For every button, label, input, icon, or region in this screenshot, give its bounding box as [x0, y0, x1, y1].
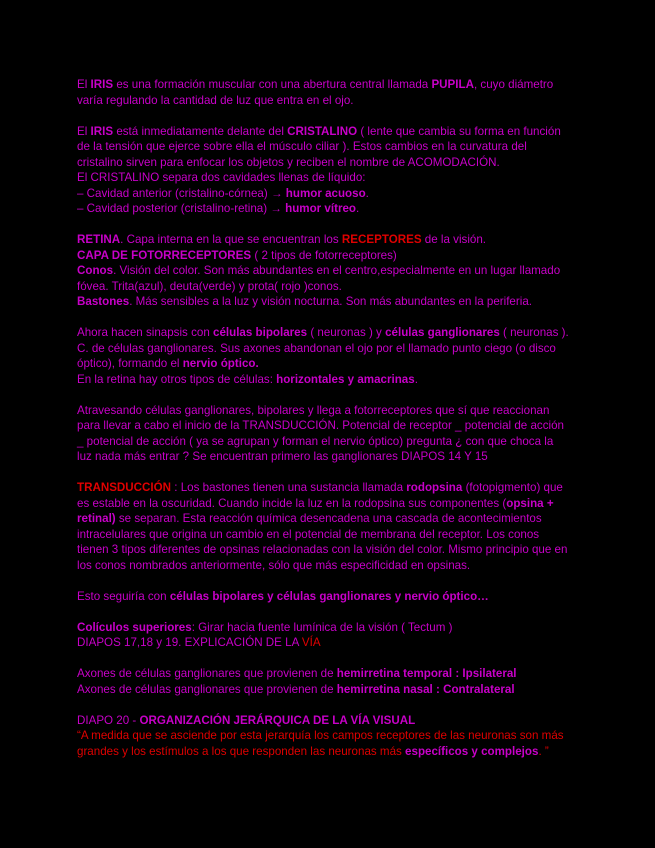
text-run: Colículos superiores	[77, 620, 192, 634]
text-run: . Capa interna en la que se encuentran los	[120, 233, 342, 246]
text-line	[77, 403, 577, 419]
text-line	[77, 620, 577, 636]
text-run: células bipolares	[213, 326, 308, 339]
text-run: es una formación muscular con una abertura central llamada	[113, 78, 432, 91]
paragraph-iris	[77, 77, 577, 108]
text-run: intracelulares que origina un cambio en el potencial de membrana del receptor. Los conos	[77, 527, 540, 541]
text-run: Ahora hacen sinapsis con	[77, 326, 213, 339]
paragraph-transduccion	[77, 480, 577, 573]
paragraph-coliculos	[77, 620, 577, 651]
text-run: DIAPO 20 -	[77, 713, 140, 727]
text-run: IRIS	[90, 124, 114, 138]
text-run: Axones de células ganglionares que provienen de	[77, 667, 337, 680]
text-line	[77, 248, 577, 264]
text-run: .	[414, 372, 418, 386]
text-line	[77, 186, 577, 202]
text-run: Conos	[77, 264, 114, 277]
text-run: El	[77, 124, 91, 138]
text-run: _ potencial de acción ( ya se agrupan y forman el nervio óptico) pregunta ¿ con que choca la	[77, 434, 554, 448]
text-line	[77, 201, 577, 217]
text-line	[77, 635, 577, 651]
text-run: . ”	[538, 744, 549, 758]
text-line	[77, 124, 577, 140]
text-line	[77, 77, 577, 93]
text-run: fóvea. Trita(azul), deuta(verde) y prota( rojo )conos.	[77, 279, 342, 293]
text-run: está inmediatamente delante del	[113, 124, 288, 138]
text-line	[77, 170, 577, 186]
text-run: En la retina hay otros tipos de células:	[77, 372, 277, 386]
text-run: es estable en la oscuridad. Cuando incide la luz en la rodopsina sus componentes (	[77, 496, 507, 510]
text-line	[77, 666, 577, 682]
text-line	[77, 496, 577, 512]
text-line	[77, 728, 577, 744]
text-run: PUPILA	[431, 78, 474, 91]
text-run: células bipolares y células ganglionares y nervio óptico…	[169, 589, 489, 603]
text-run: TRANSDUCCIÓN	[77, 481, 172, 494]
text-line	[77, 744, 577, 760]
text-run: ( neuronas ).	[499, 326, 569, 339]
text-run: RECEPTORES	[341, 233, 422, 246]
text-run: específicos y complejos	[405, 744, 539, 758]
document-body	[77, 77, 577, 775]
text-run: VÍA	[301, 636, 321, 649]
text-run: C. de células ganglionares. Sus axones abandonan el ojo por el llamado punto ciego (o disco	[77, 341, 556, 355]
text-line	[77, 263, 577, 279]
text-run: Esto seguiría con	[77, 589, 170, 603]
paragraph-retina	[77, 232, 577, 310]
text-run: óptico), formando el	[77, 357, 183, 370]
text-line	[77, 232, 577, 248]
text-run: opsina +	[506, 496, 554, 510]
paragraph-seguiria	[77, 589, 577, 605]
text-line	[77, 279, 577, 295]
text-run: “A medida que se asciende por esta jerarquía los campos receptores de las neuronas son más	[77, 729, 564, 742]
text-run: El	[77, 78, 91, 91]
text-run: humor acuoso	[285, 186, 366, 200]
text-run: luz nada más entrar ? Se encuentran primero las ganglionares DIAPOS 14 Y 15	[77, 450, 488, 463]
text-line	[77, 527, 577, 543]
text-line	[77, 558, 577, 574]
text-run: hemirretina nasal : Contralateral	[336, 682, 515, 696]
text-run: Axones de células ganglionares que provienen de	[77, 682, 337, 696]
text-run: ( lente que cambia su forma en función	[357, 124, 561, 138]
text-run: hemirretina temporal : Ipsilateral	[336, 667, 517, 680]
text-run: células ganglionares	[385, 326, 500, 339]
text-run: se separan. Esta reacción química desencadena una cascada de acontecimientos	[115, 512, 542, 525]
text-run: nervio óptico.	[182, 357, 259, 370]
text-run: humor vítreo	[285, 202, 356, 215]
text-line	[77, 713, 577, 729]
text-run: de la visión.	[421, 233, 487, 246]
text-run: cristalino sirven para enfocar los objetos y reciben el nombre de ACOMODACIÓN.	[77, 155, 500, 169]
text-line	[77, 356, 577, 372]
text-run: – Cavidad anterior (cristalino-córnea) →	[77, 186, 286, 200]
text-line	[77, 325, 577, 341]
text-line	[77, 294, 577, 310]
text-run: para llevar a cabo el inicio de la TRANSDUCCIÓN. Potencial de receptor _ potencial de acción	[77, 419, 564, 432]
text-run: ( neuronas ) y	[307, 326, 386, 339]
text-run: : Los bastones tienen una sustancia llamada	[171, 481, 407, 494]
text-line	[77, 341, 577, 357]
text-run: CAPA DE FOTORRECEPTORES	[77, 248, 252, 262]
text-line	[77, 93, 577, 109]
text-line	[77, 449, 577, 465]
text-run: ORGANIZACIÓN JERÁRQUICA DE LA VÍA VISUAL	[139, 713, 416, 727]
text-run: rodopsina	[406, 481, 463, 494]
text-run: los conos nombrados anteriormente, sólo que más especificidad en opsinas.	[77, 558, 471, 572]
text-run: .	[365, 186, 369, 200]
text-line	[77, 372, 577, 388]
text-line	[77, 418, 577, 434]
text-run: IRIS	[90, 78, 114, 91]
paragraph-sinapsis	[77, 325, 577, 387]
text-run: grandes y los estímulos a los que responden las neuronas más	[77, 744, 406, 758]
text-run: retinal)	[77, 512, 116, 525]
text-line	[77, 682, 577, 698]
text-run: Atravesando células ganglionares, bipolares y llega a fotorreceptores que sí que reaccionan	[77, 403, 550, 417]
text-line	[77, 542, 577, 558]
text-line	[77, 434, 577, 450]
paragraph-ganglionares	[77, 403, 577, 465]
text-line	[77, 155, 577, 171]
text-line	[77, 589, 577, 605]
text-run: CRISTALINO	[287, 124, 358, 138]
paragraph-organizacion	[77, 713, 577, 760]
text-run: (fotopigmento) que	[462, 481, 563, 494]
text-run: El CRISTALINO separa dos cavidades llenas de líquido:	[77, 171, 366, 184]
text-line	[77, 511, 577, 527]
text-run: RETINA	[77, 233, 121, 246]
text-run: – Cavidad posterior (cristalino-retina) →	[77, 202, 286, 215]
text-run: tienen 3 tipos diferentes de opsinas relacionadas con la visión del color. Mismo principio que en	[77, 543, 568, 556]
text-run: ( 2 tipos de fotorreceptores)	[251, 248, 397, 262]
text-run: : Girar hacia fuente lumínica de la visión ( Tectum )	[191, 620, 453, 634]
text-run: DIAPOS 17,18 y 19. EXPLICACIÓN DE LA	[77, 636, 302, 649]
text-line	[77, 139, 577, 155]
text-run: varía regulando la cantidad de luz que entra en el ojo.	[77, 93, 354, 107]
text-run: Bastones	[77, 295, 130, 308]
paragraph-axones	[77, 666, 577, 697]
text-run: .	[355, 202, 360, 215]
text-run: horizontales y amacrinas	[276, 372, 415, 386]
text-run: . Visión del color. Son más abundantes en el centro,especialmente en un lugar llamado	[113, 264, 561, 277]
text-run: , cuyo diámetro	[473, 78, 554, 91]
paragraph-cristalino	[77, 124, 577, 217]
text-run: . Más sensibles a la luz y visión nocturna. Son más abundantes en la periferia.	[129, 295, 532, 308]
text-run: de la tensión que ejerce sobre ella el músculo ciliar ). Estos cambios en la curvatura del	[77, 140, 527, 153]
text-line	[77, 480, 577, 496]
